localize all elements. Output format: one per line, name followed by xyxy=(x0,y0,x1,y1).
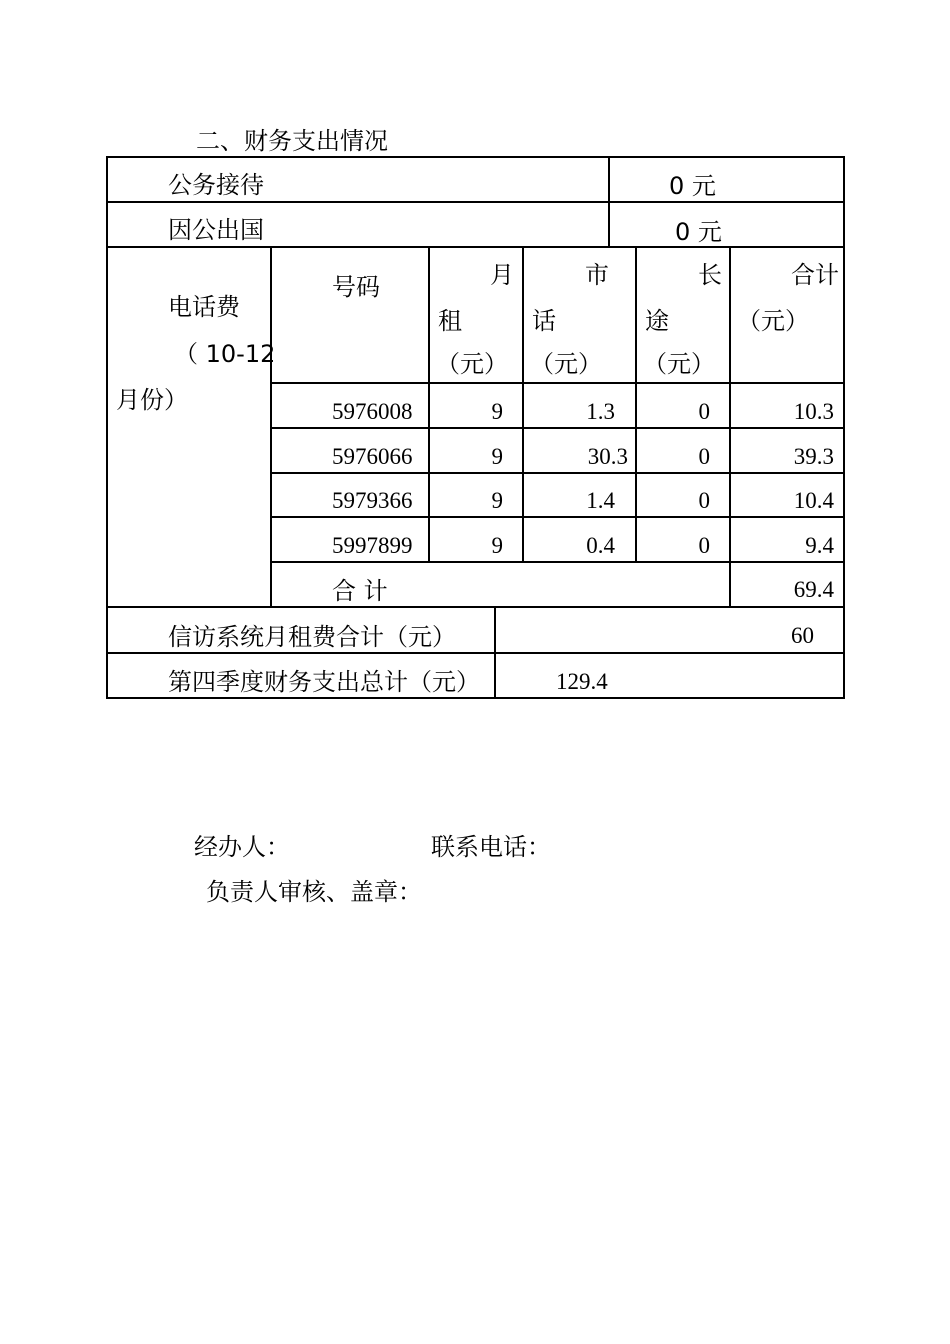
table-line xyxy=(271,472,845,474)
cell-rent: 9 xyxy=(491,399,503,424)
cell-long: 0 xyxy=(698,399,710,424)
cell-rent: 9 xyxy=(491,444,503,469)
phone-label: 电话费 xyxy=(168,293,240,321)
table-line xyxy=(608,156,610,248)
table-line xyxy=(270,246,272,608)
table-border-top xyxy=(106,156,845,158)
table-line xyxy=(106,246,845,248)
contact-phone-label: 联系电话： xyxy=(431,833,551,861)
phone-period-unit: 月份） xyxy=(116,386,188,414)
phone-sum-value: 69.4 xyxy=(793,577,834,602)
reception-value: 0 元 xyxy=(669,172,716,200)
table-line xyxy=(635,246,637,563)
cell-number: 5997899 xyxy=(332,533,413,558)
quarter-total-label: 第四季度财务支出总计（元） xyxy=(168,668,480,696)
table-line xyxy=(428,246,430,563)
table-line xyxy=(271,561,845,563)
quarter-total-value: 129.4 xyxy=(556,669,608,694)
cell-local: 1.3 xyxy=(586,399,615,424)
table-line xyxy=(271,382,845,384)
header-long: 长 xyxy=(698,261,722,289)
cell-number: 5976008 xyxy=(332,399,413,424)
cell-rent: 9 xyxy=(491,488,503,513)
cell-long: 0 xyxy=(698,533,710,558)
cell-total: 10.4 xyxy=(793,488,834,513)
cell-local: 30.3 xyxy=(587,444,628,469)
header-number: 号码 xyxy=(332,273,380,301)
cell-number: 5979366 xyxy=(332,488,413,513)
reception-label: 公务接待 xyxy=(168,171,264,199)
cell-total: 39.3 xyxy=(793,444,834,469)
header-long-2: 途 xyxy=(645,307,669,335)
cell-total: 10.3 xyxy=(793,399,834,424)
header-rent-2: 租 xyxy=(438,307,462,335)
header-total: 合计 xyxy=(791,261,839,289)
cell-number: 5976066 xyxy=(332,444,413,469)
table-line xyxy=(106,606,845,608)
abroad-value: 0 元 xyxy=(675,218,722,246)
handler-label: 经办人： xyxy=(194,833,290,861)
header-local-unit: （元） xyxy=(530,350,602,378)
header-long-unit: （元） xyxy=(643,350,715,378)
cell-rent: 9 xyxy=(491,533,503,558)
table-line xyxy=(271,427,845,429)
cell-long: 0 xyxy=(698,488,710,513)
cell-local: 0.4 xyxy=(586,533,615,558)
table-border-right xyxy=(843,156,845,699)
table-line xyxy=(271,516,845,518)
petition-label: 信访系统月租费合计（元） xyxy=(168,623,456,651)
table-line xyxy=(729,246,731,608)
reviewer-label: 负责人审核、盖章： xyxy=(206,878,422,906)
header-rent: 月 xyxy=(490,261,514,289)
table-line xyxy=(106,201,845,203)
header-local: 市 xyxy=(585,261,609,289)
table-border-left xyxy=(106,156,108,699)
phone-period: （ 10-12 xyxy=(174,340,276,368)
cell-local: 1.4 xyxy=(586,488,615,513)
table-border-bottom xyxy=(106,697,845,699)
section-title: 二、财务支出情况 xyxy=(196,127,388,155)
table-line xyxy=(522,246,524,563)
header-local-2: 话 xyxy=(532,307,556,335)
table-line xyxy=(494,606,496,699)
petition-value: 60 xyxy=(791,623,814,648)
table-line xyxy=(106,652,845,654)
header-rent-unit: （元） xyxy=(436,350,508,378)
cell-total: 9.4 xyxy=(805,533,834,558)
cell-long: 0 xyxy=(698,444,710,469)
phone-sum-label: 合 计 xyxy=(332,577,388,605)
header-total-unit: （元） xyxy=(737,307,809,335)
abroad-label: 因公出国 xyxy=(168,216,264,244)
